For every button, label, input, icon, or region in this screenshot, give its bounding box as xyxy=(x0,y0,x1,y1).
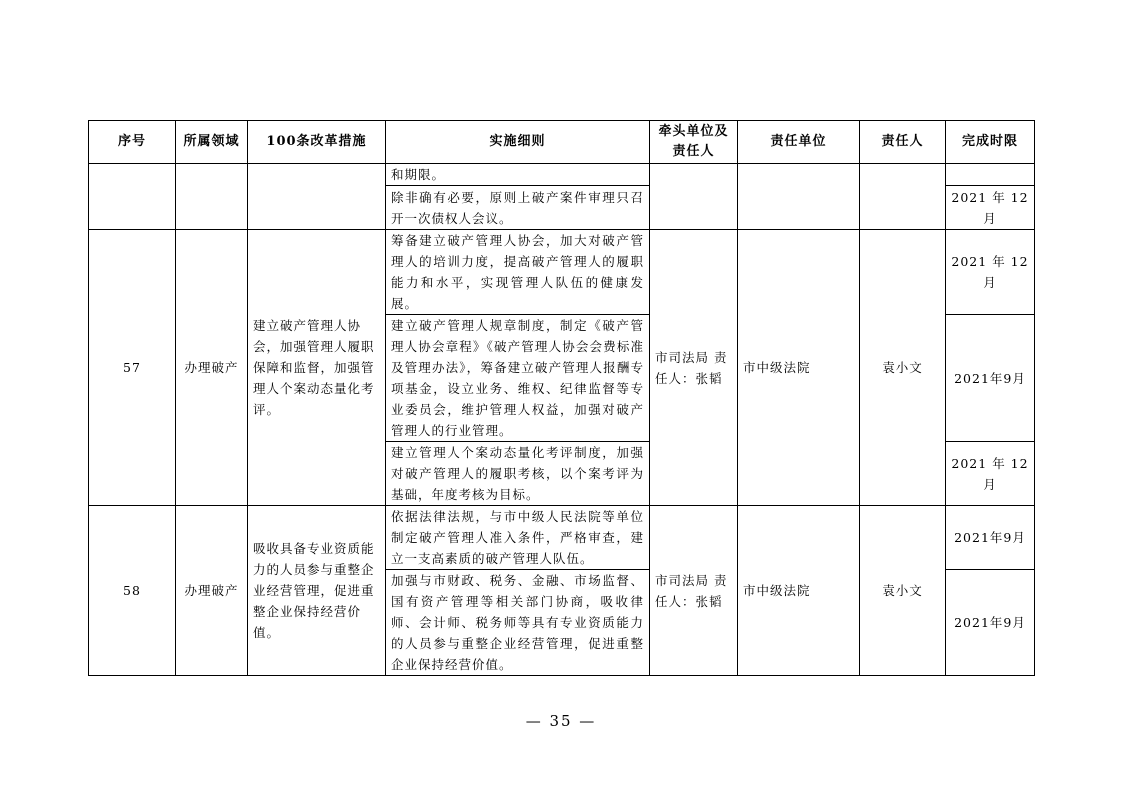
table-row xyxy=(89,230,1035,315)
detail-cell: 除非确有必要，原则上破产案件审理只召开一次债权人会议。 xyxy=(386,186,650,230)
page-number: — 35 — xyxy=(525,712,597,730)
detail-cell: 建立破产管理人规章制度，制定《破产管理人协会章程》《破产管理人协会会费标准及管理办法》，筹备建立破产管理人报酬专项基金，设立业务、维权、纪律监督等专业委员会，维护管理人权益，加强对破产管理人的行业管理。 xyxy=(386,315,650,442)
detail-cell: 加强与市财政、税务、金融、市场监督、国有资产管理等相关部门协商，吸收律师、会计师、税务师等具有专业资质能力的人员参与重整企业经营管理，促进重整企业保持经营价值。 xyxy=(386,570,650,676)
cont-area-cell xyxy=(176,164,248,230)
deadline-cell: 2021年9月 xyxy=(946,570,1035,676)
measure-cell: 建立破产管理人协会，加强管理人履职保障和监督，加强管理人个案动态量化考评。 xyxy=(248,230,386,506)
header-resp-unit: 责任单位 xyxy=(738,121,860,164)
header-lead: 牵头单位及责任人 xyxy=(650,121,738,164)
cont-unit-cell xyxy=(738,164,860,230)
deadline-cell: 2021年9月 xyxy=(946,506,1035,570)
seq-cell: 57 xyxy=(89,230,176,506)
deadline-cell: 2021 年 12 月 xyxy=(946,442,1035,506)
deadline-cell: 2021年9月 xyxy=(946,315,1035,442)
person-cell: 袁小文 xyxy=(860,506,946,676)
person-cell: 袁小文 xyxy=(860,230,946,506)
cont-lead-cell xyxy=(650,164,738,230)
header-row xyxy=(89,121,1035,164)
detail-cell: 筹备建立破产管理人协会，加大对破产管理人的培训力度，提高破产管理人的履职能力和水平，实现管理人队伍的健康发展。 xyxy=(386,230,650,315)
deadline-cell: 2021 年 12 月 xyxy=(946,186,1035,230)
cont-measure-cell xyxy=(248,164,386,230)
header-seq: 序号 xyxy=(89,121,176,164)
lead-cell: 市司法局 责任人：张韬 xyxy=(650,230,738,506)
lead-cell: 市司法局 责任人：张韬 xyxy=(650,506,738,676)
measure-cell: 吸收具备专业资质能力的人员参与重整企业经营管理，促进重整企业保持经营价值。 xyxy=(248,506,386,676)
resp-unit-cell: 市中级法院 xyxy=(738,506,860,676)
table-row xyxy=(89,164,1035,186)
area-cell: 办理破产 xyxy=(176,506,248,676)
seq-cell: 58 xyxy=(89,506,176,676)
reform-measures-table xyxy=(88,120,1035,676)
header-area: 所属领域 xyxy=(176,121,248,164)
area-cell: 办理破产 xyxy=(176,230,248,506)
header-measure: 100条改革措施 xyxy=(248,121,386,164)
header-person: 责任人 xyxy=(860,121,946,164)
resp-unit-cell: 市中级法院 xyxy=(738,230,860,506)
detail-cell: 依据法律法规，与市中级人民法院等单位制定破产管理人准入条件，严格审查，建立一支高素质的破产管理人队伍。 xyxy=(386,506,650,570)
cont-person-cell xyxy=(860,164,946,230)
detail-cell: 建立管理人个案动态量化考评制度，加强对破产管理人的履职考核，以个案考评为基础，年度考核为目标。 xyxy=(386,442,650,506)
deadline-cell xyxy=(946,164,1035,186)
cont-seq-cell xyxy=(89,164,176,230)
header-detail: 实施细则 xyxy=(386,121,650,164)
header-deadline: 完成时限 xyxy=(946,121,1035,164)
detail-cell: 和期限。 xyxy=(386,164,650,186)
table-row xyxy=(89,506,1035,570)
deadline-cell: 2021 年 12 月 xyxy=(946,230,1035,315)
